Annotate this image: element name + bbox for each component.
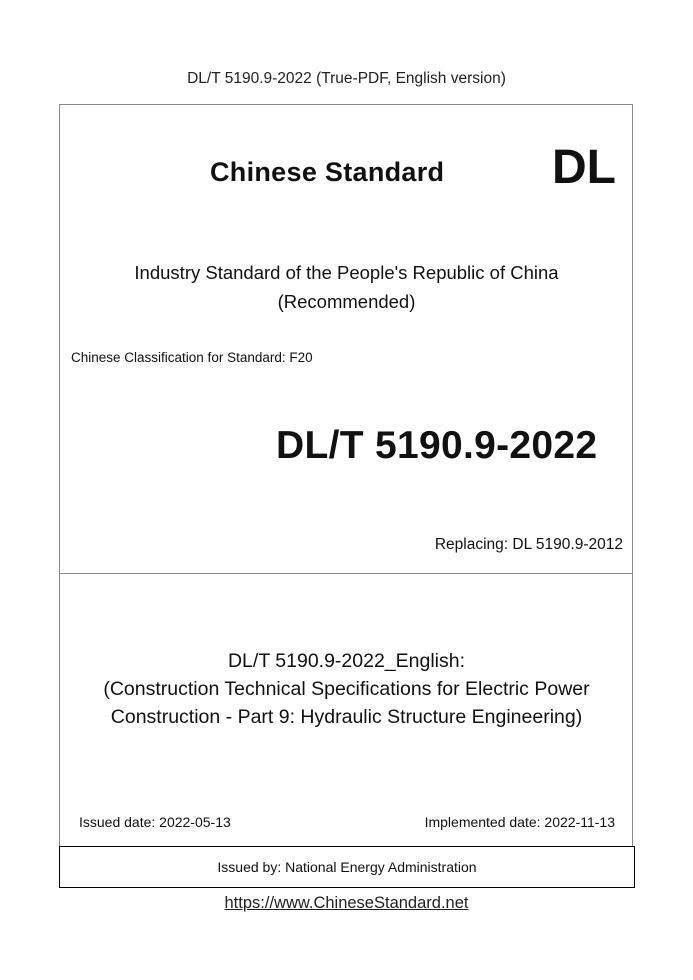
document-header: DL/T 5190.9-2022 (True-PDF, English version) bbox=[187, 70, 506, 87]
issued-date: Issued date: 2022-05-13 bbox=[79, 814, 231, 830]
standard-code: DL bbox=[552, 141, 616, 194]
industry-standard-label bbox=[0, 258, 693, 316]
website-link[interactable]: https://www.ChineseStandard.net bbox=[224, 894, 469, 912]
cover-title: Chinese Standard bbox=[210, 157, 445, 187]
replacing-label: Replacing: DL 5190.9-2012 bbox=[434, 536, 623, 553]
english-title-line-3: Construction - Part 9: Hydraulic Structure Engineering) bbox=[110, 706, 583, 728]
issued-by-label: Issued by: National Energy Administration bbox=[217, 859, 477, 875]
implemented-date: Implemented date: 2022-11-13 bbox=[424, 814, 615, 830]
industry-line-2: (Recommended) bbox=[277, 291, 416, 312]
standard-number: DL/T 5190.9-2022 bbox=[276, 424, 598, 467]
issued-by-box bbox=[59, 846, 635, 888]
industry-line-1: Industry Standard of the People's Republic of China bbox=[134, 262, 559, 283]
english-title bbox=[0, 647, 693, 731]
english-title-line-2: (Construction Technical Specifications for Electric Power bbox=[103, 678, 590, 700]
english-title-line-1: DL/T 5190.9-2022_English: bbox=[227, 650, 466, 672]
classification-label: Chinese Classification for Standard: F20 bbox=[71, 350, 313, 365]
